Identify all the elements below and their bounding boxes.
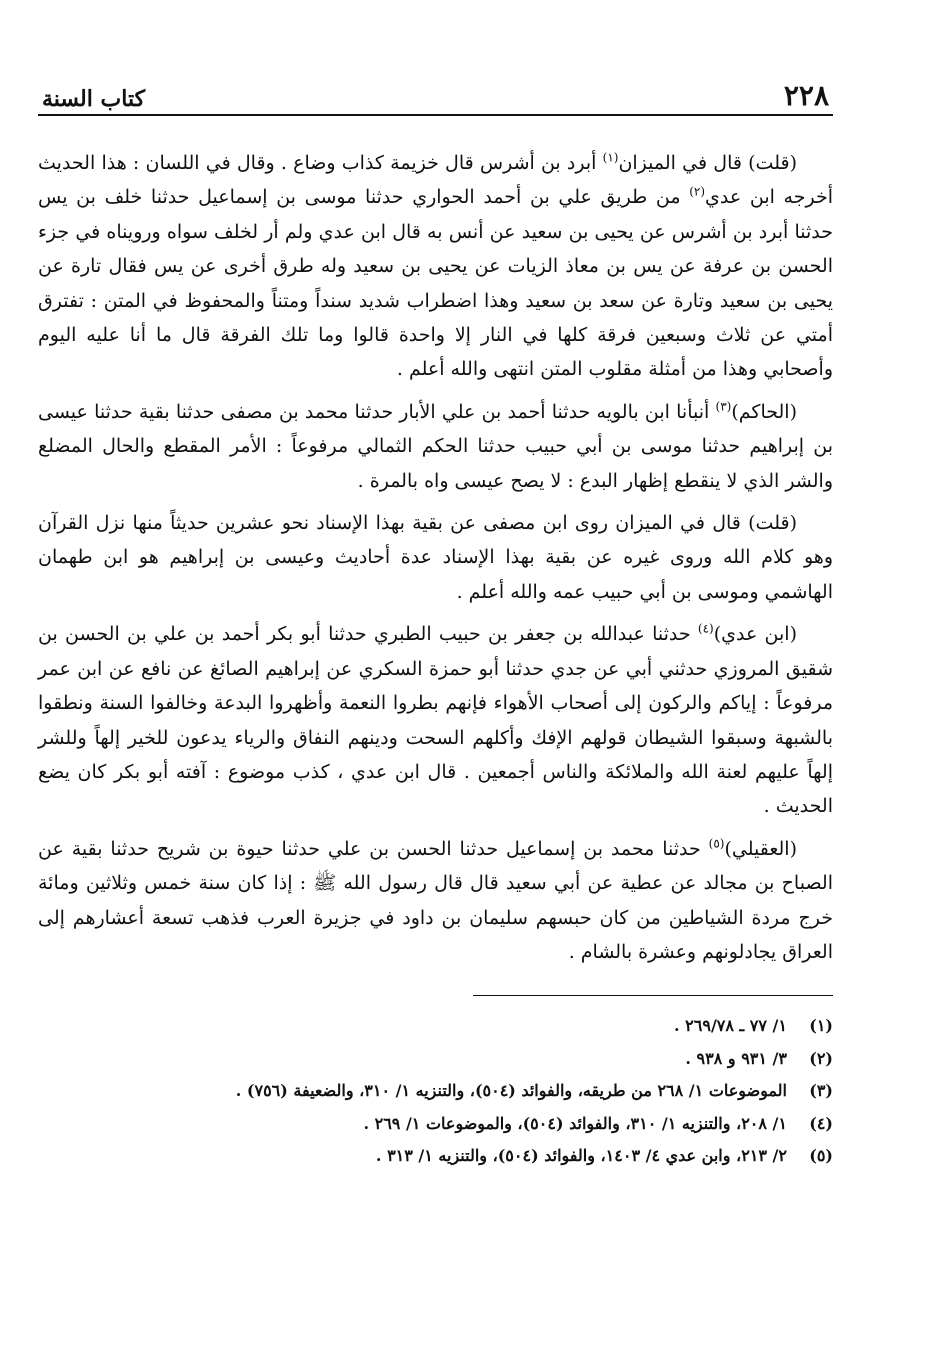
footnote-number: (٤)	[809, 1113, 833, 1133]
paragraph-text: أبرد بن أشرس قال خزيمة كذاب وضاع . وقال في اللسان : هذا الحديث أخرجه ابن عدي	[38, 152, 833, 209]
paragraph-text: من طريق علي بن أحمد الحواري حدثنا موسى بن إسماعيل حدثنا خلف بن يس حدثنا أبرد بن أشرس عن يحيى بن سعيد عن أنس به قال ابن عدي ولم أر لخلف سواه ورويناه في جزء الحسن بن عرفة عن يس بن معاذ الزيات عن يحيى بن سعيد وله طرق أخرى عن يس فقال تارة عن يحيى بن سعيد وتارة عن سعد بن سعيد وهذا اضطراب شديد سنداً ومتناً والمحفوظ في المتن : تفترق أمتي عن ثلاث وسبعين فرقة كلها في النار إلا واحدة قالوا وما تلك الفرقة قال ما أنا عليه اليوم وأصحابي وهذا من أمثلة مقلوب المتن انتهى والله أعلم .	[38, 186, 833, 381]
paragraph-lead: (قلت) قال في الميزان روى ابن مصفى عن بقية بهذا الإسناد نحو عشرين حديثاً منها نزل القرآن وهو كلام الله وروى غيره عن بقية بهذا الإسناد عدة أحاديث وعيسى بن إبراهيم هو ابن طهمان الهاشمي وموسى بن أبي حبيب عمه والله أعلم .	[38, 512, 833, 603]
footnote-text: الموضوعات ١/ ٢٦٨ من طريقه، والفوائد (٥٠٤)، والتنزيه ١/ ٣١٠، والضعيفة (٧٥٦) .	[235, 1081, 787, 1101]
paragraph-lead: (الحاكم)	[731, 400, 797, 423]
footnote-3	[38, 1075, 833, 1108]
footnote-text: ٢/ ٢١٣، وابن عدي ٤/ ١٤٠٣، والفوائد (٥٠٤)، والتنزيه ١/ ٣١٣ .	[375, 1146, 787, 1166]
paragraph-lead: (قلت) قال في الميزان	[618, 152, 797, 174]
footnote-1	[38, 1010, 833, 1043]
footnote-number: (٢)	[809, 1048, 833, 1068]
footnote-ref: (١)	[602, 150, 619, 165]
page-number: ٢٢٨	[783, 79, 829, 112]
paragraph-lead: (العقيلي)	[724, 837, 797, 860]
paragraph-3	[38, 506, 833, 609]
paragraph-lead: (ابن عدي)	[713, 623, 797, 646]
footnote-2	[38, 1043, 833, 1076]
paragraph-1	[38, 146, 833, 387]
footnotes-list	[38, 1010, 833, 1173]
footnote-text: ١/ ٧٧ ـ ٢٦٩/٧٨ .	[674, 1016, 787, 1036]
footnote-ref: (٢)	[689, 185, 706, 200]
footnote-number: (٣)	[809, 1081, 833, 1101]
paragraph-text: حدثنا محمد بن إسماعيل حدثنا الحسن بن علي حدثنا حيوة بن شريح حدثنا بقية عن الصباح بن مجالد عن عطية عن أبي سعيد قال قال رسول الله ﷺ : إذا كان سنة خمس وثلاثين ومائة خرج مردة الشياطين من كان حبسهم سليمان بن داود في جزيرة العرب فذهب تسعة أعشارهم إلى العراق يجادلونهم وعشرة بالشام .	[38, 837, 833, 963]
footnote-4	[38, 1108, 833, 1141]
paragraph-5	[38, 832, 833, 970]
footnote-divider	[473, 995, 833, 996]
main-text	[38, 146, 833, 969]
paragraph-text: حدثنا عبدالله بن جعفر بن حبيب الطبري حدثنا أبو بكر أحمد بن علي بن الحسن بن شقيق المروزي حدثني أبي عن جدي حدثنا أبو حمزة السكري عن إبراهيم الصائغ عن نافع عن ابن عمر مرفوعاً : إياكم والركون إلى أصحاب الأهواء فإنهم بطروا النعمة وأظهروا البدعة وخالفوا السنة ونطقوا بالشبهة وسبقوا الشيطان قولهم الإفك وأكلهم السحت ودينهم النفاق والرياء يدعون للخير إلهاً وللشر إلهاً عليهم لعنة الله والملائكة والناس أجمعين . قال ابن عدي ، كذب موضوع : آفته أبو بكر كان يضع الحديث .	[38, 623, 833, 818]
book-page	[38, 70, 833, 1173]
footnote-number: (٥)	[809, 1146, 833, 1166]
page-header	[38, 70, 833, 116]
paragraph-text: أنبأنا ابن بالويه حدثنا أحمد بن علي الأبار حدثنا محمد بن مصفى حدثنا بقية حدثنا عيسى بن إبراهيم حدثنا موسى بن أبي حبيب حدثنا الحكم الثمالي مرفوعاً : الأمر المقطع والحال المضلع والشر الذي لا ينقطع إظهار البدع : لا يصح عيسى واه بالمرة .	[38, 400, 833, 492]
footnote-number: (١)	[809, 1016, 833, 1036]
book-title: كتاب السنة	[42, 86, 146, 112]
footnote-ref: (٥)	[708, 836, 725, 851]
paragraph-2	[38, 395, 833, 498]
paragraph-4	[38, 617, 833, 823]
footnote-ref: (٤)	[697, 621, 714, 636]
footnote-text: ٣/ ٩٣١ و ٩٣٨ .	[685, 1048, 787, 1068]
footnote-text: ١/ ٢٠٨، والتنزيه ١/ ٣١٠، والفوائد (٥٠٤)، والموضوعات ١/ ٢٦٩ .	[363, 1113, 787, 1133]
footnote-5	[38, 1140, 833, 1173]
footnote-ref: (٣)	[715, 399, 732, 414]
